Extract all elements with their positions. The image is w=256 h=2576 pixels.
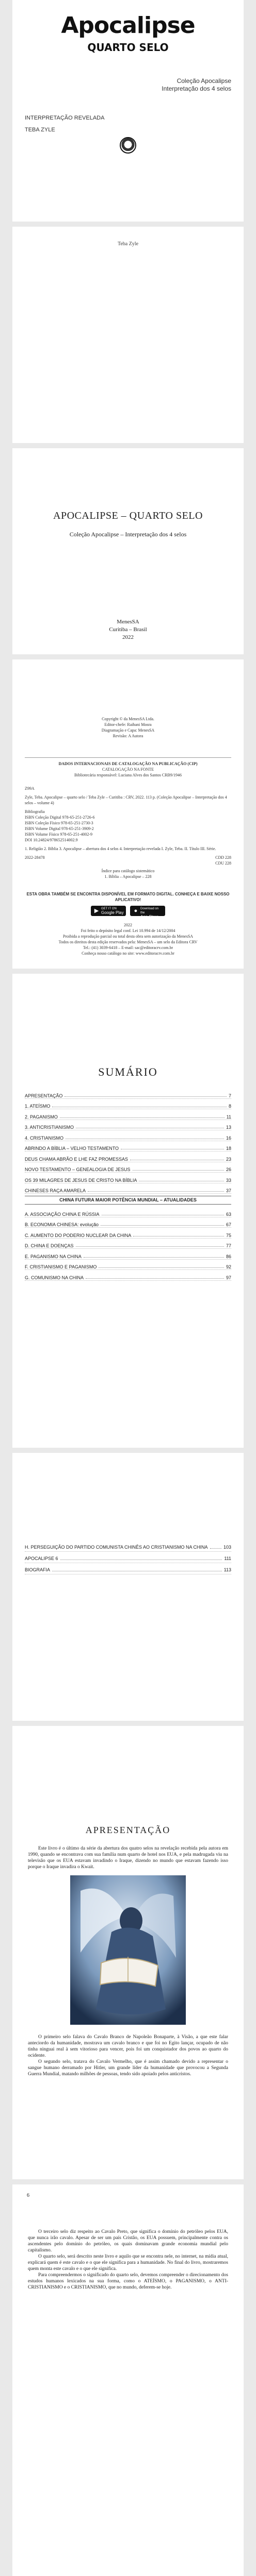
toc-item[interactable]: [25, 1228, 231, 1239]
toc-label: APOCALIPSE 6: [25, 1556, 58, 1561]
body-paragraph: O terceiro selo diz respeito ao Cavalo Preto, que significa o domínio do petróleo pelos EUA, que nunca irão cavalo. Apesar de ser um país Cristão, os EUA possuem, principalmente contra os ascendentes pelo domínio do petróleo, os quais dominavam grande economia mundial pelo capitalismo.: [28, 2229, 228, 2253]
apple-icon: ●: [134, 908, 138, 914]
legal-line: Proibida a reprodução parcial ou total desta obra sem autorização da MenesSA: [62, 934, 194, 939]
publisher-logo-icon: [120, 137, 136, 154]
isbn: ISBN Coleção Digital 978-65-251-2726-6: [25, 815, 95, 820]
toc-label: E. PAGANISMO NA CHINA: [25, 1253, 82, 1259]
toc-leader: [88, 1191, 224, 1192]
toc-label: 1. ATEÍSMO: [25, 1104, 51, 1109]
toc-section-header: CHINA FUTURA MAIOR POTÊNCIA MUNDIAL – ATUALIDADES: [25, 1196, 231, 1205]
play-icon: ▶: [94, 908, 99, 914]
publisher-name: MenesSA: [117, 619, 139, 625]
toc-page-number: 86: [226, 1253, 231, 1259]
legal-line: Todos os direitos desta edição reservados pela: MenesSA – um selo da Editora CRV: [58, 940, 198, 944]
digital-notice: ESTA OBRA TAMBÉM SE ENCONTRA DISPONÍVEL EM FORMATO DIGITAL. CONHEÇA E BAIXE NOSSO APLICATIVO!: [26, 892, 230, 902]
toc-item[interactable]: [25, 1173, 231, 1183]
page-body: [28, 2229, 228, 2291]
cover-interpretation: INTERPRETAÇÃO REVELADA: [25, 115, 105, 121]
presentation-paragraph: O segundo selo, tratava do Cavalo Vermelho, que é assim chamado devido a representar o sangue humano derramado por Hitler, um grande líder da humanidade que provocou a Segunda Guerra Mundial, matando milhões de pessoas, tendo sido apoiado pelos anticristos.: [28, 2059, 228, 2077]
toc-page: [12, 974, 244, 1448]
body-paragraph: O quarto selo, será descrito neste livro e aquilo que se encontra nele, no internet, na mídia atual, explicará quem é este cavalo e o que ele significa para a humanidade. No final do livro, mostraremos quem monta este cavalo e o que ele significa.: [28, 2254, 228, 2272]
toc-page-number: 7: [228, 1093, 231, 1098]
doi: DOI 10.24824/978652514002.9: [25, 838, 78, 842]
cover-collection: [162, 77, 231, 93]
toc-leader: [99, 1267, 224, 1268]
legal-year: 2022: [124, 923, 132, 927]
toc-leader: [133, 1170, 224, 1171]
toc-item[interactable]: [25, 1183, 231, 1194]
store-small-label: Download on the: [140, 907, 159, 914]
toc-page-number: 97: [226, 1275, 231, 1280]
google-play-button[interactable]: [91, 906, 126, 916]
catalog-header: [25, 757, 231, 778]
toc-label: A. ASSOCIAÇÃO CHINA E RÚSSIA: [25, 1211, 100, 1217]
toc-item[interactable]: [25, 1540, 231, 1552]
toc-page-number: 63: [226, 1211, 231, 1217]
author-name: Teba Zyle: [117, 241, 139, 247]
toc-label: OS 39 MILAGRES DE JESUS DE CRISTO NA BÍBLIA: [25, 1177, 137, 1183]
index-header: Índice para catálogo sistemático: [101, 869, 155, 873]
toc-page-number: 92: [226, 1264, 231, 1269]
toc-title: SUMÁRIO: [98, 1065, 158, 1078]
credit-line: Editor-chefe: Raihani Mosra: [104, 722, 152, 727]
presentation-body: [28, 2034, 228, 2077]
toc-list: [25, 1540, 231, 1574]
store-label: App Store: [140, 914, 159, 919]
toc-page-number: 111: [224, 1556, 231, 1561]
toc-item[interactable]: [25, 1151, 231, 1162]
catalog-subtitle: CATALOGAÇÃO NA FONTE: [102, 767, 154, 772]
cdu: CDU 228: [215, 861, 231, 866]
credit-line: Diagramação e Capa: MenesSA: [101, 728, 155, 733]
toc-label: 3. ANTICRISTIANISMO: [25, 1125, 74, 1130]
toc-leader: [210, 1548, 221, 1549]
toc-item[interactable]: [25, 1130, 231, 1141]
toc-item[interactable]: [25, 1109, 231, 1120]
toc-item[interactable]: [25, 1260, 231, 1270]
toc-leader: [101, 1225, 224, 1226]
cover-title: Apocalipse: [61, 12, 195, 39]
cdd-cdu: [215, 855, 231, 866]
toc-item[interactable]: [25, 1141, 231, 1152]
toc-page-number: 113: [223, 1567, 231, 1572]
toc-leader: [65, 1096, 227, 1097]
toc-leader: [60, 1117, 225, 1118]
toc-label: 4. CRISTIANISMO: [25, 1135, 64, 1141]
toc-label: D. CHINA E DOENÇAS: [25, 1243, 74, 1248]
legal-line: Tel.: (41) 3039-6418 – E-mail: sac@editoracrv.com.br: [83, 945, 173, 950]
publisher-block: [12, 618, 244, 641]
toc-label: APRESENTAÇÃO: [25, 1093, 63, 1098]
isbn: ISBN Coleção Físico 978-65-251-2730-3: [25, 821, 93, 825]
cover-author: TEBA ZYLE: [25, 127, 55, 133]
toc-leader: [84, 1257, 224, 1258]
toc-label: ABRINDO A BÍBLIA – VELHO TESTAMENTO: [25, 1146, 119, 1151]
toc-page-number: 11: [226, 1114, 231, 1120]
body-paragraph: Para compreendermos o significado do quarto selo, devemos compreender o direcionamento dos estudos humanos lexicados na sua forma, como o ATEÍSMO, o PAGANISMO, o ANTI-CRISTIANISMO e o CRISTIANISMO, que no mundo, deferem-se hoje.: [28, 2273, 228, 2290]
catalog-librarian: Bibliotecária responsável: Luciana Alves dos Santos CRB9/1946: [74, 773, 182, 777]
toc-label: C. AUMENTO DO PODERIO NUCLEAR DA CHINA: [25, 1232, 132, 1238]
presentation-title: APRESENTAÇÃO: [85, 1825, 171, 1835]
isbn: ISBN Volume Digital 978-65-251-3909-2: [25, 826, 94, 831]
toc-list: [25, 1088, 231, 1281]
collection-line-2: Interpretação dos 4 selos: [162, 85, 231, 92]
catalog-description: Zyle, Teba. Apocalipse – quarto selo / Teba Zyle – Curitiba : CRV, 2022. 113 p. (Coleção Apocalipse – Interpretação dos 4 selos – volume 4): [25, 795, 227, 805]
toc-item[interactable]: [25, 1162, 231, 1173]
toc-page-number: 18: [226, 1146, 231, 1151]
toc-item[interactable]: [25, 1270, 231, 1281]
author-page: [12, 227, 244, 443]
catalog-entry: [25, 786, 231, 879]
toc-page-number: 75: [226, 1232, 231, 1238]
page-number: 6: [27, 2193, 29, 2198]
catalog-code: Z99A: [25, 786, 35, 791]
toc-label: 2. PAGANISMO: [25, 1114, 58, 1120]
toc-page-number: 103: [223, 1545, 231, 1550]
catalog-title: DADOS INTERNACIONAIS DE CATALOGAÇÃO NA PUBLICAÇÃO (CIP): [58, 761, 198, 766]
toc-item[interactable]: [25, 1217, 231, 1228]
store-label: Google Play: [101, 910, 124, 915]
toc-label: B. ECONOMIA CHINESA: evolução: [25, 1222, 99, 1227]
toc-page-number: 23: [226, 1156, 231, 1162]
cover-subtitle: QUARTO SELO: [87, 41, 169, 54]
toc-label: CHINESES RAÇA AMARELA: [25, 1188, 86, 1193]
toc-item[interactable]: [25, 1563, 231, 1574]
half-title: APOCALIPSE – QUARTO SELO: [53, 510, 203, 521]
bibliography-label: Bibliografia: [25, 809, 45, 814]
cover-page: [12, 0, 244, 222]
angel-illustration-icon: [70, 1875, 186, 2025]
credits: [12, 716, 244, 739]
publisher-year: 2022: [122, 634, 134, 640]
toc-page-number: 16: [226, 1135, 231, 1141]
content-page: [12, 2184, 244, 2576]
toc-page-number: 13: [226, 1125, 231, 1130]
publisher-city: Curitiba – Brasil: [109, 626, 147, 633]
toc-item[interactable]: [25, 1099, 231, 1110]
toc-item[interactable]: [25, 1120, 231, 1131]
toc-item[interactable]: [25, 1552, 231, 1563]
toc-label: F. CRISTIANISMO E PAGANISMO: [25, 1264, 97, 1269]
isbn: ISBN Volume Físico 978-65-251-4002-9: [25, 832, 93, 837]
credit-line: Revisão: A Autora: [113, 734, 143, 738]
year-code: 2022-28478: [25, 855, 45, 860]
toc-page-number: 37: [226, 1188, 231, 1193]
app-store-button[interactable]: [130, 906, 165, 919]
toc-item[interactable]: [25, 1239, 231, 1249]
toc-page-number: 26: [226, 1167, 231, 1172]
toc-page-number: 67: [226, 1222, 231, 1227]
presentation-page: [12, 1726, 244, 2179]
toc-item[interactable]: [25, 1088, 231, 1099]
toc-page-number: 8: [228, 1104, 231, 1109]
legal-line: Conheça nosso catálogo no site: www.editoracrv.com.br: [82, 951, 174, 956]
toc-item[interactable]: [25, 1249, 231, 1260]
toc-page-number: 77: [226, 1243, 231, 1248]
half-subtitle: Coleção Apocalipse – Interpretação dos 4 selos: [69, 531, 187, 538]
toc-label: NOVO TESTAMENTO – GENEALOGIA DE JESUS: [25, 1167, 131, 1172]
store-badges: [12, 906, 244, 919]
toc-label: DEUS CHAMA ABRÃO E LHE FAZ PROMESSAS: [25, 1156, 129, 1162]
toc-label: H. PERSEGUIÇÃO DO PARTIDO COMUNISTA CHINÊS AO CRISTIANISMO NA CHINA: [25, 1545, 208, 1550]
half-title-page: [12, 448, 244, 654]
toc-continued-page: [12, 1453, 244, 1721]
subjects: 1. Religião 2. Bíblia 3. Apocalipse – abertura dos 4 selos 4. Interpretação revelada I. Zyle, Teba. II. Título III. Série.: [25, 846, 216, 851]
legal-footer: [25, 922, 231, 956]
toc-leader: [86, 1278, 224, 1279]
store-small-label: GET IT ON: [101, 907, 117, 910]
toc-label: G. COMUNISMO NA CHINA: [25, 1275, 84, 1280]
cdd: CDD 228: [215, 855, 231, 860]
toc-page-number: 33: [226, 1177, 231, 1183]
index-item: 1. Bíblia – Apocalipse – 228: [104, 874, 152, 879]
classification-row: [25, 855, 231, 866]
presentation-paragraph: Este livro é o último da série da abertura dos quatro selos na revelação recebida pela autora em 1990, quando se encontrava com sua família num quarto de hotel nos EUA, e pela madrugada viu na televisão que os EUA estavam invadindo o Iraque, dizendo no mundo que estavam fazendo isso porque o Iraque invadira o Kwait.: [28, 1846, 228, 1870]
legal-line: Foi feito o depósito legal conf. Lei 10.994 de 14/12/2004: [81, 928, 175, 933]
copyright-page: [12, 659, 244, 969]
toc-item[interactable]: [25, 1207, 231, 1217]
collection-line-1: Coleção Apocalipse: [177, 77, 231, 84]
presentation-paragraph: O primeiro selo falava do Cavalo Branco de Napoleão Bonaparte, à Visão, a que este falar anteciordo da humanidade, mostrava um cavalo branco e que foi no Egito lançar, ocupado de não tinha ninguai real à sem vitorioso para vencer, pois foi um conquistador dos povos ao quarto do ocidente.: [28, 2035, 228, 2058]
credit-line: Copyright © da MenesSA Ltda.: [102, 717, 154, 721]
toc-label: BIOGRAFIA: [25, 1567, 51, 1572]
toc-leader: [76, 1246, 224, 1247]
